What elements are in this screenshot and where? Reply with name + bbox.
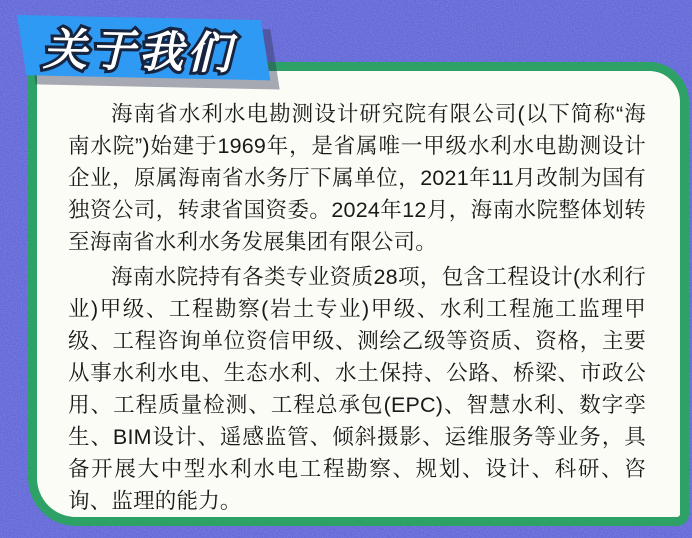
about-content-card: [28, 62, 689, 526]
about-us-badge: [17, 15, 270, 80]
paragraph-company-qualifications: 海南水院持有各类专业资质28项，包含工程设计(水利行业)甲级、工程勘察(岩土专业)甲级、水利工程施工监理甲级、工程咨询单位资信甲级、测绘乙级等资质、资格，主要从事水利水电、生态水利、水土保持、公路、桥梁、市政公用、工程质量检测、工程总承包(EPC)、智慧水利、数字孪生、BIM设计、遥感监管、倾斜摄影、运维服务等业务，具备开展大中型水利水电工程勘察、规划、设计、科研、咨询、监理的能力。: [68, 265, 646, 513]
paragraph-company-history: 海南省水利水电勘测设计研究院有限公司(以下简称“海南水院”)始建于1969年，是省属唯一甲级水利水电勘测设计企业，原属海南省水务厅下属单位，2021年11月改制为国有独资公司，转隶省国资委。2024年12月，海南水院整体划转至海南省水利水务发展集团有限公司。: [68, 102, 646, 254]
badge-title: 关于我们: [40, 25, 245, 79]
